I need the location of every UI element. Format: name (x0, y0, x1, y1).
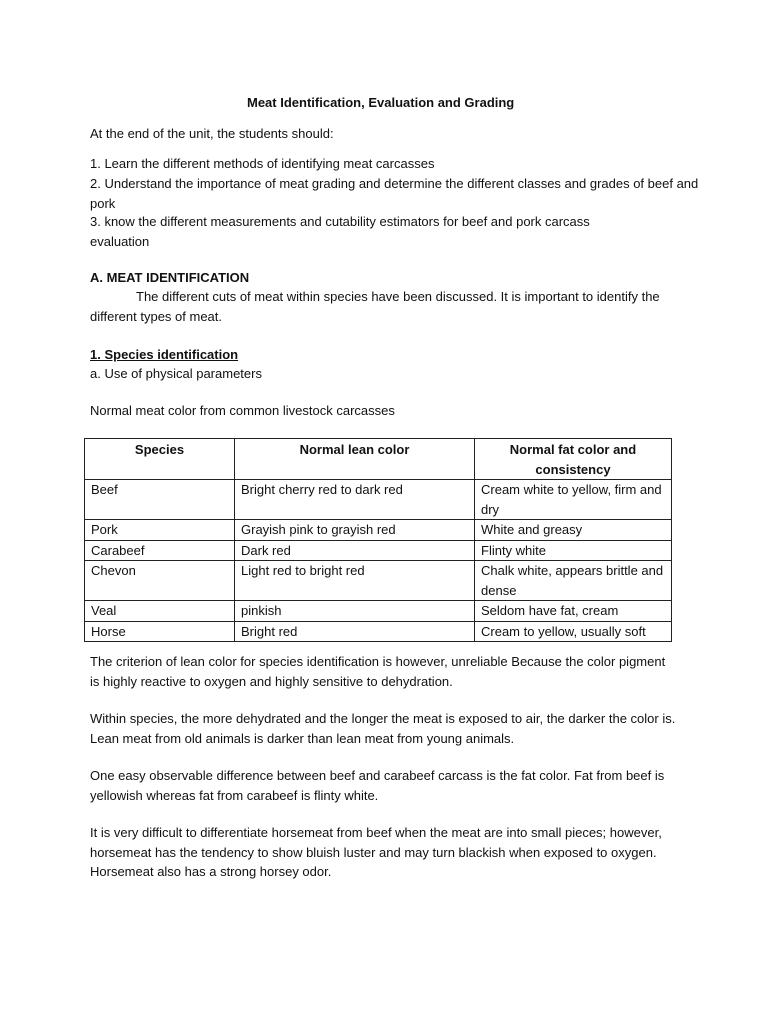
table-cell: Veal (85, 601, 235, 622)
table-cell: Bright red (235, 621, 475, 642)
document-title: Meat Identification, Evaluation and Grading (247, 95, 515, 110)
table-cell: Grayish pink to grayish red (235, 520, 475, 541)
table-cell: Flinty white (475, 540, 672, 561)
table-cell: Horse (85, 621, 235, 642)
table-row (85, 480, 672, 520)
table-cell: Chalk white, appears brittle and dense (475, 561, 672, 601)
table-cell: Cream to yellow, usually soft (475, 621, 672, 642)
objective-2: 2. Understand the importance of meat grading and determine the different classes and grades of beef and pork (90, 176, 699, 211)
table-caption: Normal meat color from common livestock carcasses (90, 403, 395, 418)
objective-1: 1. Learn the different methods of identifying meat carcasses (90, 156, 435, 171)
table-cell: Pork (85, 520, 235, 541)
table-row (85, 621, 672, 642)
table-row (85, 561, 672, 601)
table-cell: Dark red (235, 540, 475, 561)
table-cell: Bright cherry red to dark red (235, 480, 475, 520)
paragraph-fat-color: One easy observable difference between beef and carabeef carcass is the fat color. Fat from beef is yellowish whereas fat from carabeef is flinty white. (90, 768, 665, 803)
section-a-heading: A. MEAT IDENTIFICATION (90, 270, 250, 285)
table-cell: Beef (85, 480, 235, 520)
table-cell: pinkish (235, 601, 475, 622)
table-cell: Chevon (85, 561, 235, 601)
objective-3: 3. know the different measurements and cutability estimators for beef and pork carcass evaluation (90, 214, 590, 249)
table-row (85, 601, 672, 622)
paragraph-dehydration: Within species, the more dehydrated and the longer the meat is exposed to air, the darker the color is. Lean meat from old animals is darker than lean meat from young animals. (90, 711, 676, 746)
paragraph-lean-color: The criterion of lean color for species identification is however, unreliable Because the color pigment is highly reactive to oxygen and highly sensitive to dehydration. (90, 654, 666, 689)
table-cell: Carabeef (85, 540, 235, 561)
species-id-sub: a. Use of physical parameters (90, 366, 262, 381)
header-lean-color: Normal lean color (235, 439, 475, 480)
table-cell: White and greasy (475, 520, 672, 541)
table-header-row (85, 439, 672, 480)
intro-text: At the end of the unit, the students should: (90, 126, 334, 141)
paragraph-horsemeat: It is very difficult to differentiate horsemeat from beef when the meat are into small pieces; however, horsemeat has the tendency to show bluish luster and may turn blackish when exposed to oxygen. Horsemeat also has a strong horsey odor. (90, 825, 662, 879)
table-cell: Light red to bright red (235, 561, 475, 601)
header-species: Species (85, 439, 235, 480)
table-cell: Cream white to yellow, firm and dry (475, 480, 672, 520)
header-fat-color: Normal fat color and consistency (475, 439, 672, 480)
meat-color-table (84, 438, 672, 642)
table-row (85, 540, 672, 561)
table-row (85, 520, 672, 541)
table-cell: Seldom have fat, cream (475, 601, 672, 622)
section-a-paragraph: The different cuts of meat within species have been discussed. It is important to identify the different types of meat. (90, 289, 660, 324)
species-id-heading: 1. Species identification (90, 347, 239, 362)
